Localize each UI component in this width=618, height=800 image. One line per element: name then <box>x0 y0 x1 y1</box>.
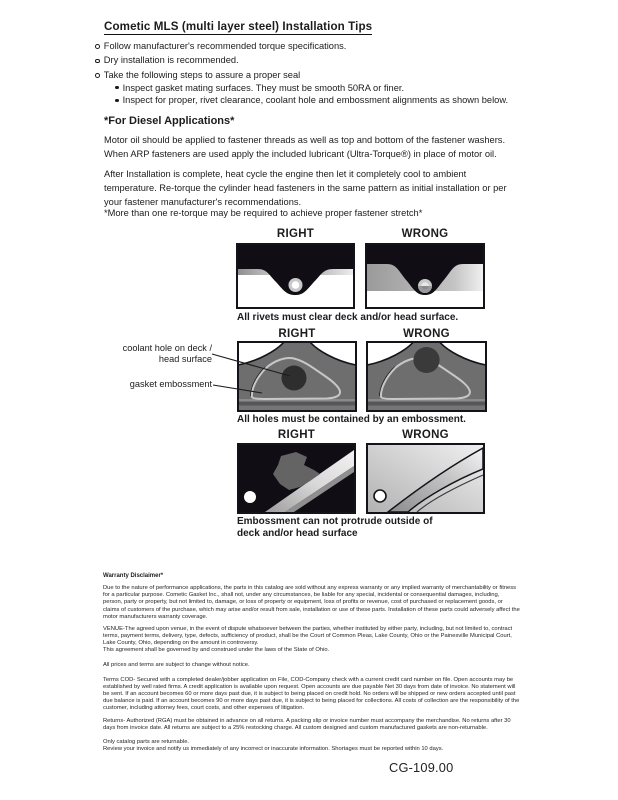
embossment-right-illustration <box>239 445 354 512</box>
figure3-right-label: RIGHT <box>277 429 316 441</box>
coolant-hole-right-illustration <box>239 343 355 410</box>
disclaimer-paragraph: Only catalog parts are returnable. <box>103 739 190 746</box>
gasket-embossment-annotation: gasket embossment <box>129 379 212 389</box>
disclaimer-paragraph: Terms COD- Secured with a completed dealer/jobber application on File, COD-Company check with a current credit card number on file. Open accounts may be established by well rated firms. A credit application is available upon request. Open accounts are due payable Net 30 days from date of invoice. No statement will be sent. If an account becomes 60 or more days past due, it is subject to being placed on credit hold. No orders will be shipped or new orders accepted until past due balance is paid. If an account becomes 90 or more days past due, it is subject to being placed for collections. All costs of collection are the responsibility of the customer, including attorney fees, court costs, and other expenses of litigation. <box>103 676 520 712</box>
coolant-hole-right-diagram <box>237 341 357 412</box>
list-item <box>95 70 525 81</box>
rivet-wrong-illustration <box>367 245 483 307</box>
tips-list <box>95 41 525 106</box>
embossment-wrong-diagram <box>366 443 485 514</box>
list-item <box>115 95 525 106</box>
tip-text: Inspect for proper, rivet clearance, coolant hole and embossment alignments as shown below. <box>122 95 509 106</box>
figure3-caption: Embossment can not protrude outside of deck and/or head surface <box>237 516 433 539</box>
disclaimer-paragraph: Due to the nature of performance applications, the parts in this catalog are sold without any express warranty or any implied warranty of merchantability or fitness for a particular purpose. Cometic Gasket Inc., shall not, under any circumstances, be liable for any special, incidental or consequential damages, including, person, party or property, but not limited to, damage, or loss of property or equipment, loss of profits or revenue, cost of purchased or replacement goods, or claims of customers of the purchase, which may arise and/or result from sale, installation or use of these parts. Installation of these parts could adversely affect the motor manufacturers warranty coverage. <box>103 585 520 620</box>
figure2-caption: All holes must be contained by an embossment. <box>237 414 466 425</box>
tip-text: Take the following steps to assure a proper seal <box>103 69 301 80</box>
figure2-right-label: RIGHT <box>278 328 316 340</box>
embossment-right-diagram <box>237 443 356 514</box>
figure3-wrong-label: WRONG <box>402 429 449 441</box>
page-code: CG-109.00 <box>389 760 454 775</box>
list-item <box>115 83 525 94</box>
diesel-paragraph: After Installation is complete, heat cycle the engine then let it completely cool to ambient temperature. Re-torque the cylinder head fasteners in the same pattern as initial installation or per your fastener manufacturer's recommendations. <box>104 169 507 207</box>
retorque-note: *More than one re-torque may be required to achieve proper fastener stretch* <box>104 208 423 218</box>
diesel-paragraph: Motor oil should be applied to fastener threads as well as top and bottom of the fastener washers. When ARP fasteners are used apply the included lubricant (Ultra-Torque®) in place of motor oil. <box>104 135 506 159</box>
bullet-icon <box>95 73 100 78</box>
bullet-icon <box>95 59 100 64</box>
figure2-wrong-label: WRONG <box>403 328 450 340</box>
disclaimer-paragraph: Returns- Authorized (RGA) must be obtained in advance on all returns. A packing slip or invoice number must accompany the merchandise. No returns after 30 days from invoice date. All returns are subject to a 25% restocking charge. All custom designed and custom manufactured gaskets are non-returnable. <box>103 717 511 731</box>
bullet-icon <box>115 99 119 103</box>
warranty-disclaimer <box>103 573 520 754</box>
figure1-caption: All rivets must clear deck and/or head surface. <box>237 312 459 323</box>
diesel-applications-heading: *For Diesel Applications* <box>104 115 235 127</box>
list-item <box>95 55 525 66</box>
list-item <box>95 41 525 52</box>
figure1-right-label: RIGHT <box>276 228 315 240</box>
coolant-hole-annotation: coolant hole on deck / head surface <box>122 343 212 364</box>
coolant-hole-wrong-illustration <box>368 343 485 410</box>
embossment-wrong-illustration <box>368 445 483 512</box>
rivet-right-illustration <box>238 245 353 307</box>
rivet-wrong-diagram <box>365 243 485 309</box>
tip-text: Inspect gasket mating surfaces. They must be smooth 50RA or finer. <box>122 82 405 93</box>
tip-text: Dry installation is recommended. <box>103 55 239 66</box>
disclaimer-paragraph: This agreement shall be governed by and construed under the laws of the State of Ohio. <box>103 647 330 654</box>
coolant-hole-wrong-diagram <box>366 341 487 412</box>
rivet-right-diagram <box>236 243 355 309</box>
bullet-icon <box>95 44 100 49</box>
disclaimer-paragraph: All prices and terms are subject to change without notice. <box>103 662 250 669</box>
disclaimer-paragraph: VENUE-The agreed upon venue, in the event of dispute whatsoever between the parties, whether instituted by either party, including, but not limited to, contract terms, payment terms, delivery, type, defects, sufficiency of product, shall be the Court of Common Pleas, Lake County, Ohio or the Painesville Municipal Court, Lake County, Ohio, depending on the amount in controversy. <box>103 625 513 647</box>
bullet-icon <box>115 86 119 90</box>
disclaimer-paragraph: Review your invoice and notify us immediately of any incorrect or inaccurate information. Shortages must be reported within 10 days. <box>103 746 444 753</box>
figure1-wrong-label: WRONG <box>401 228 449 240</box>
tip-text: Follow manufacturer's recommended torque specifications. <box>103 41 347 51</box>
page-title: Cometic MLS (multi layer steel) Installation Tips <box>104 20 373 33</box>
disclaimer-heading: Warranty Disclaimer* <box>103 573 164 579</box>
